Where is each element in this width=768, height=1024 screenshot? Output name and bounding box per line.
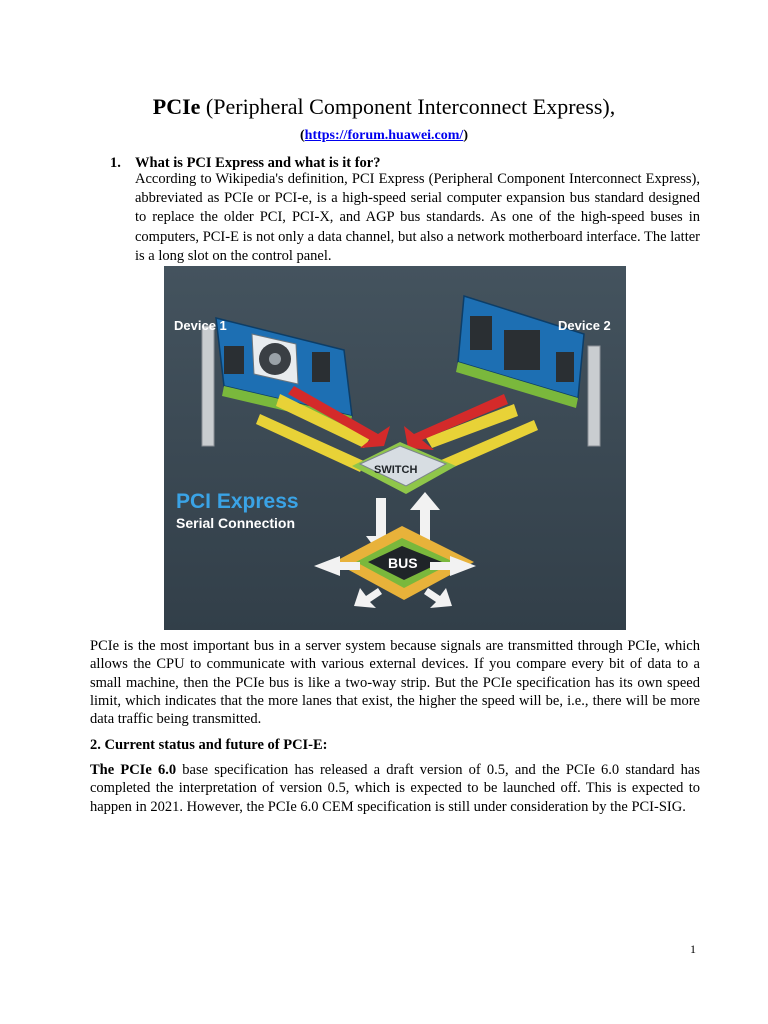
- source-link[interactable]: https://forum.huawei.com/: [304, 128, 464, 143]
- switch-label: SWITCH: [374, 464, 418, 476]
- paragraph-3-body: base specification has released a draft version of 0.5, and the PCIe 6.0 standard has completed the interpretation of version 0.5, which is expected to be launched off. This is expected to happen in 2021. However, the PCIe 6.0 CEM specification is still under consideration by the PCI-SIG.: [90, 762, 700, 815]
- pci-express-diagram: [164, 266, 626, 630]
- paragraph-2: PCIe is the most important bus in a server system because signals are transmitted through PCIe, which allows the CPU to communicate with various external devices. If you compare every bit of data to a small machine, then the PCIe bus is like a two-way strip. But the PCIe specification has its own speed limit, which indicates that the more lanes that exist, the higher the speed will be, i.e., there will be more data traffic being transmitted.: [90, 638, 700, 728]
- device-2-label: Device 2: [558, 318, 611, 333]
- title-expansion: (Peripheral Component Interconnect Express),: [200, 94, 616, 119]
- bus-label: BUS: [388, 555, 418, 571]
- section-1-number: 1.: [110, 155, 121, 171]
- device-1-label: Device 1: [174, 318, 227, 333]
- source-open-paren: (: [299, 128, 305, 143]
- paragraph-3-lead: The PCIe 6.0: [90, 762, 177, 778]
- paragraph-3: [90, 761, 700, 816]
- source-close-paren: ): [463, 128, 468, 143]
- section-1-body: According to Wikipedia's definition, PCI Express (Peripheral Component Interconnect Express), abbreviated as PCIe or PCI-e, is a high-speed serial computer expansion bus standard designed to replace the older PCI, PCI-X, and AGP bus standards. As one of the high-speed buses in computers, PCI-E is not only a data channel, but also a network motherboard interface. The latter is a long slot on the control panel.: [135, 171, 700, 264]
- source-line: [0, 127, 768, 145]
- title-acronym: PCIe: [152, 94, 201, 119]
- diagram-subtitle: Serial Connection: [176, 515, 296, 531]
- page-number: 1: [690, 942, 696, 956]
- section-1-title: What is PCI Express and what is it for?: [135, 155, 381, 171]
- diagram-svg: [164, 266, 626, 630]
- page-title: [0, 93, 768, 121]
- section-2-heading: 2. Current status and future of PCI-E:: [90, 737, 328, 753]
- diagram-title: PCI Express: [176, 490, 299, 513]
